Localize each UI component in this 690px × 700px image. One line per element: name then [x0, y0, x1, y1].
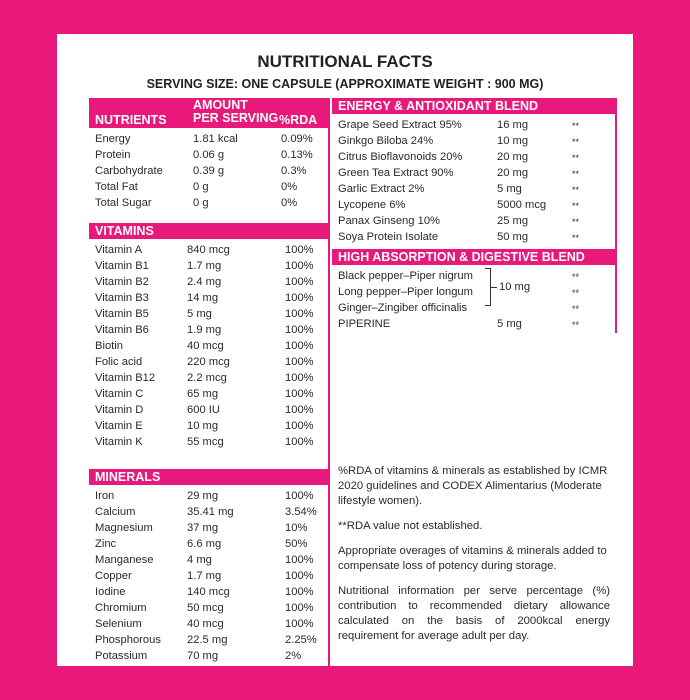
nutrient-rda: 100% [285, 404, 314, 416]
nutrient-amount: 40 mcg [187, 340, 224, 352]
nutrient-amount: 55 mcg [187, 436, 224, 448]
nutrient-rda: 100% [285, 618, 314, 630]
nutrient-amount: 600 IU [187, 404, 220, 416]
table-row [332, 284, 615, 300]
nutrient-amount: 4 mg [187, 554, 212, 566]
group-bracket-tick [491, 287, 497, 288]
ingredient-amount: 25 mg [497, 215, 529, 227]
table-row [332, 165, 615, 181]
nutrition-panel [57, 34, 633, 666]
nutrient-rda: 100% [285, 276, 314, 288]
table-row [89, 370, 328, 386]
nutrient-rda: 100% [285, 340, 314, 352]
nutrient-amount: 40 mcg [187, 618, 224, 630]
absorption-blend-table [332, 265, 617, 333]
table-row [89, 434, 328, 450]
nutrient-name: Potassium [95, 650, 148, 662]
nutrient-name: Iodine [95, 586, 126, 598]
table-row [89, 520, 328, 536]
table-row [89, 536, 328, 552]
nutrient-name: Vitamin K [95, 436, 143, 448]
nutrient-amount: 0 g [193, 181, 209, 193]
table-row [332, 268, 615, 284]
note-overages: Appropriate overages of vitamins & minerals added to compensate loss of potency during storage. [338, 545, 607, 572]
nutrient-rda: 100% [285, 554, 314, 566]
nutrient-amount: 2.2 mcg [187, 372, 227, 384]
nutrient-name: Vitamin B3 [95, 292, 149, 304]
nutrient-rda: 10% [285, 522, 308, 534]
ingredient-rda: ** [572, 304, 580, 314]
nutrient-name: Vitamin A [95, 244, 143, 256]
nutrient-name: Folic acid [95, 356, 143, 368]
nutrient-name: Chromium [95, 602, 147, 614]
table-row [89, 584, 328, 600]
amount-col-line2: PER SERVING [193, 111, 279, 125]
table-row [89, 338, 328, 354]
nutrient-name: Vitamin B2 [95, 276, 149, 288]
ingredient-amount: 10 mg [497, 135, 529, 147]
table-row [89, 648, 328, 664]
table-row [89, 147, 328, 163]
ingredient-name: Ginkgo Biloba 24% [338, 135, 434, 147]
ingredient-amount: 5 mg [497, 318, 522, 330]
nutrient-rda: 50% [285, 538, 308, 550]
ingredient-rda: ** [572, 272, 580, 282]
ingredient-amount: 16 mg [497, 119, 529, 131]
ingredient-name: Long pepper–Piper longum [338, 286, 473, 298]
nutrient-rda: 0.3% [281, 165, 307, 177]
vitamins-table [89, 239, 328, 469]
table-row [89, 163, 328, 179]
nutrient-rda: 0.09% [281, 133, 313, 145]
nutrient-amount: 10 mg [187, 420, 219, 432]
table-row [89, 290, 328, 306]
nutrient-amount: 65 mg [187, 388, 219, 400]
nutrient-name: Total Fat [95, 181, 138, 193]
page-title: NUTRITIONAL FACTS [257, 52, 433, 71]
nutrient-amount: 14 mg [187, 292, 219, 304]
table-row [89, 418, 328, 434]
table-row [89, 504, 328, 520]
ingredient-name: Soya Protein Isolate [338, 231, 439, 243]
table-row [89, 179, 328, 195]
nutrient-name: Vitamin D [95, 404, 144, 416]
table-row [89, 306, 328, 322]
nutrient-rda: 100% [285, 244, 314, 256]
table-row [332, 213, 615, 229]
nutrient-rda: 100% [285, 356, 314, 368]
nutrient-amount: 6.6 mg [187, 538, 222, 550]
amount-col-label [193, 99, 278, 125]
left-column [89, 98, 330, 668]
ingredient-name: Black pepper–Piper nigrum [338, 270, 473, 282]
nutrient-amount: 37 mg [187, 522, 219, 534]
nutrient-name: Magnesium [95, 522, 153, 534]
nutrient-name: Zinc [95, 538, 117, 550]
table-row [332, 117, 615, 133]
nutrient-rda: 100% [285, 420, 314, 432]
table-row [89, 552, 328, 568]
nutrient-name: Phosphorous [95, 634, 161, 646]
table-row [89, 632, 328, 648]
ingredient-name: Green Tea Extract 90% [338, 167, 454, 179]
nutrient-name: Carbohydrate [95, 165, 163, 177]
nutrient-name: Vitamin C [95, 388, 144, 400]
right-column [332, 98, 617, 333]
table-row [89, 274, 328, 290]
table-row [89, 488, 328, 504]
nutrients-col-label: NUTRIENTS [95, 113, 167, 127]
ingredient-amount: 50 mg [497, 231, 529, 243]
table-row [89, 258, 328, 274]
ingredient-name: Citrus Bioflavonoids 20% [338, 151, 463, 163]
ingredient-amount: 20 mg [497, 151, 529, 163]
table-row [89, 354, 328, 370]
energy-blend-table [332, 114, 617, 249]
nutrient-rda: 100% [285, 490, 314, 502]
table-row [89, 616, 328, 632]
nutrient-name: Vitamin B6 [95, 324, 149, 336]
ingredient-name: Ginger–Zingiber officinalis [338, 302, 468, 314]
nutrient-amount: 29 mg [187, 490, 219, 502]
table-row [332, 316, 615, 332]
nutrient-name: Calcium [95, 506, 136, 518]
nutrient-name: Manganese [95, 554, 154, 566]
nutrient-name: Iron [95, 490, 115, 502]
ingredient-rda: ** [572, 288, 580, 298]
nutrients-table [89, 128, 328, 223]
serving-size: SERVING SIZE: ONE CAPSULE (APPROXIMATE WEIGHT : 900 MG) [146, 77, 544, 91]
nutrient-amount: 840 mcg [187, 244, 230, 256]
table-row [332, 181, 615, 197]
nutrient-name: Copper [95, 570, 132, 582]
nutrient-rda: 100% [285, 436, 314, 448]
nutrient-name: Biotin [95, 340, 123, 352]
nutrient-amount: 0.06 g [193, 149, 225, 161]
nutrient-amount: 1.7 mg [187, 260, 222, 272]
nutrient-amount: 2.4 mg [187, 276, 222, 288]
table-row [89, 600, 328, 616]
nutrient-name: Protein [95, 149, 131, 161]
nutrient-rda: 2.25% [285, 634, 317, 646]
table-row [89, 242, 328, 258]
ingredient-amount: 20 mg [497, 167, 529, 179]
ingredient-rda: ** [572, 169, 580, 179]
rda-col-label: %RDA [279, 113, 318, 127]
nutrient-name: Total Sugar [95, 197, 152, 209]
table-row [89, 131, 328, 147]
nutrient-amount: 220 mcg [187, 356, 230, 368]
nutrients-header [89, 98, 328, 128]
nutrient-rda: 0% [281, 197, 298, 209]
ingredient-rda: ** [572, 121, 580, 131]
nutrient-rda: 100% [285, 260, 314, 272]
note-rda-source: %RDA of vitamins & minerals as established by ICMR 2020 guidelines and CODEX Alimentarius (Moderate lifestyle women). [338, 465, 608, 507]
nutrient-rda: 0% [281, 181, 298, 193]
nutrient-amount: 140 mcg [187, 586, 230, 598]
nutrient-name: Vitamin B1 [95, 260, 149, 272]
nutrient-name: Vitamin B12 [95, 372, 156, 384]
table-row [332, 149, 615, 165]
nutrient-rda: 100% [285, 570, 314, 582]
nutrient-amount: 0 g [193, 197, 209, 209]
table-row [89, 568, 328, 584]
ingredient-name: Panax Ginseng 10% [338, 215, 440, 227]
minerals-table [89, 485, 328, 664]
ingredient-amount: 5 mg [497, 183, 522, 195]
table-row [332, 229, 615, 245]
table-row [332, 300, 615, 316]
table-row [89, 402, 328, 418]
nutrient-rda: 0.13% [281, 149, 313, 161]
nutrient-rda: 2% [285, 650, 302, 662]
ingredient-rda: ** [572, 153, 580, 163]
ingredient-rda: ** [572, 185, 580, 195]
nutrient-amount: 1.9 mg [187, 324, 222, 336]
nutrient-amount: 1.7 mg [187, 570, 222, 582]
nutrient-rda: 100% [285, 586, 314, 598]
ingredient-rda: ** [572, 217, 580, 227]
nutrient-amount: 22.5 mg [187, 634, 228, 646]
ingredient-name: Grape Seed Extract 95% [338, 119, 462, 131]
table-row [89, 322, 328, 338]
vitamins-header: VITAMINS [89, 223, 328, 239]
ingredient-name: PIPERINE [338, 318, 391, 330]
nutrient-name: Vitamin B5 [95, 308, 149, 320]
note-rda-not-established: **RDA value not established. [338, 520, 483, 532]
ingredient-rda: ** [572, 320, 580, 330]
nutrient-rda: 100% [285, 372, 314, 384]
nutrient-rda: 3.54% [285, 506, 317, 518]
table-row [89, 386, 328, 402]
nutrient-amount: 0.39 g [193, 165, 225, 177]
minerals-header: MINERALS [89, 469, 328, 485]
ingredient-rda: ** [572, 137, 580, 147]
nutrient-amount: 50 mcg [187, 602, 224, 614]
nutrient-rda: 100% [285, 324, 314, 336]
ingredient-amount: 5000 mcg [497, 199, 547, 211]
nutrient-amount: 35.41 mg [187, 506, 234, 518]
nutrient-name: Vitamin E [95, 420, 143, 432]
nutrient-amount: 5 mg [187, 308, 212, 320]
energy-blend-header: ENERGY & ANTIOXIDANT BLEND [332, 98, 617, 114]
ingredient-rda: ** [572, 201, 580, 211]
table-row [332, 133, 615, 149]
ingredient-name: Garlic Extract 2% [338, 183, 425, 195]
grouped-amount: 10 mg [499, 281, 531, 293]
nutrient-rda: 100% [285, 602, 314, 614]
nutrient-rda: 100% [285, 388, 314, 400]
ingredient-rda: ** [572, 233, 580, 243]
nutrient-rda: 100% [285, 292, 314, 304]
absorption-blend-header: HIGH ABSORPTION & DIGESTIVE BLEND [332, 249, 617, 265]
amount-col-line1: AMOUNT [193, 98, 248, 112]
nutrient-name: Energy [95, 133, 131, 145]
ingredient-name: Lycopene 6% [338, 199, 406, 211]
table-row [89, 195, 328, 211]
footnotes [338, 464, 610, 654]
nutrient-name: Selenium [95, 618, 142, 630]
nutrient-amount: 70 mg [187, 650, 219, 662]
note-calculation-basis: Nutritional information per serve percentage (%) contribution to recommended dietary allowance calculated on the basis of 2000kcal energy requirement for average adult per day. [338, 585, 610, 642]
nutrient-amount: 1.81 kcal [193, 133, 238, 145]
nutrient-rda: 100% [285, 308, 314, 320]
table-row [332, 197, 615, 213]
